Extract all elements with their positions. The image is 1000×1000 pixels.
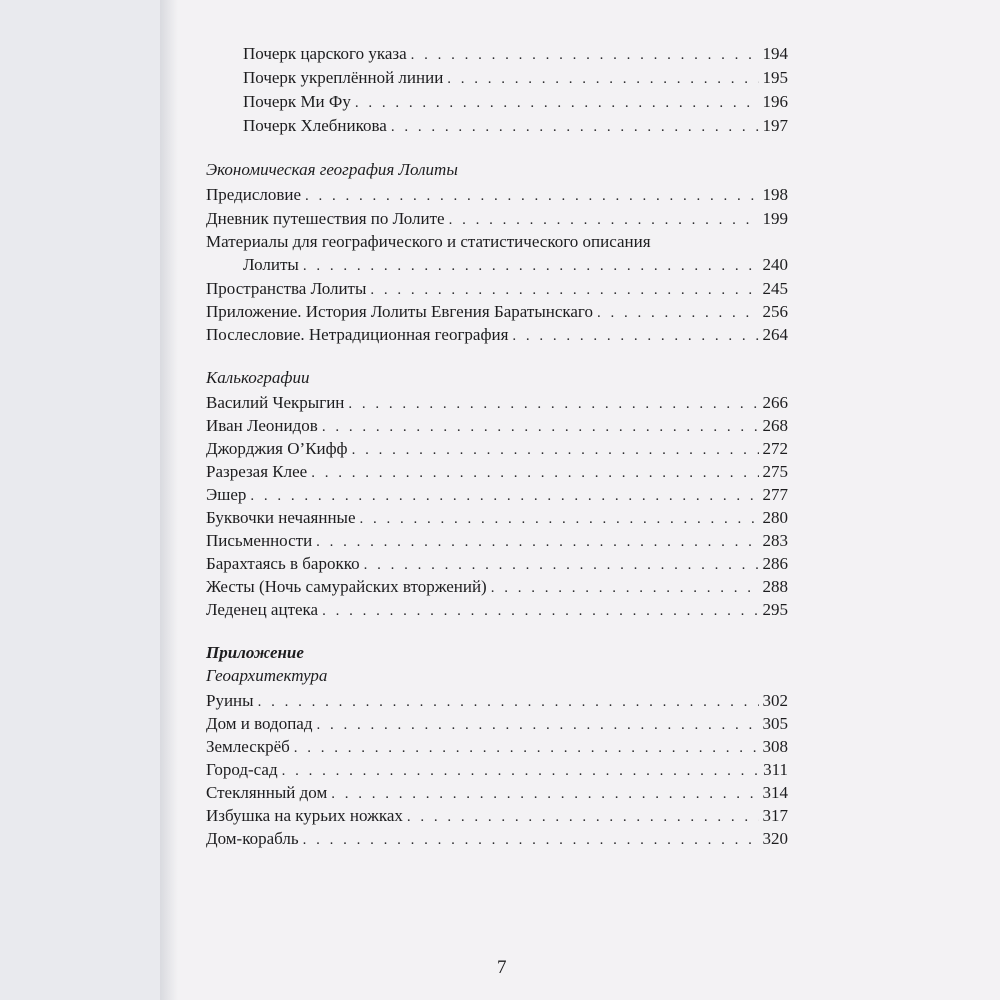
toc-entry-page: 240 bbox=[762, 255, 788, 274]
toc-leader-dots bbox=[597, 301, 759, 325]
section-heading-calcographies: Калькографии bbox=[206, 368, 310, 387]
toc-leader-dots bbox=[512, 324, 758, 348]
toc-entry-page: 314 bbox=[762, 783, 788, 802]
toc-entry-title: Письменности bbox=[206, 531, 313, 550]
toc-entry-title: Барахтаясь в барокко bbox=[206, 554, 360, 573]
toc-entry-title: Дом и водопад bbox=[206, 714, 313, 733]
toc-entry-page: 305 bbox=[762, 714, 788, 733]
toc-entry-page: 245 bbox=[762, 279, 788, 298]
toc-entry-title: Жесты (Ночь самурайских вторжений) bbox=[206, 577, 487, 596]
toc-leader-dots bbox=[370, 278, 758, 302]
toc-entry bbox=[243, 66, 788, 90]
toc-leader-dots bbox=[447, 67, 758, 91]
toc-leader-dots bbox=[352, 438, 759, 462]
toc-leader-dots bbox=[294, 736, 759, 760]
toc-entry-title: Землескрёб bbox=[206, 737, 290, 756]
toc-entry-title-line2: Лолиты bbox=[243, 255, 299, 274]
toc-entry-page: 268 bbox=[762, 416, 788, 435]
toc-leader-dots bbox=[391, 115, 759, 139]
toc-entry bbox=[206, 827, 788, 851]
toc-entry-title: Разрезая Клее bbox=[206, 462, 308, 481]
toc-entry-title: Приложение. История Лолиты Евгения Баратынскаго bbox=[206, 302, 593, 321]
toc-entry-title: Избушка на курьих ножках bbox=[206, 806, 403, 825]
toc-entry-page: 288 bbox=[762, 577, 788, 596]
toc-entry-page: 283 bbox=[762, 531, 788, 550]
toc-entry-title: Эшер bbox=[206, 485, 247, 504]
toc-entry bbox=[206, 529, 788, 553]
toc-entry bbox=[206, 277, 788, 301]
toc-entry bbox=[206, 207, 788, 231]
toc-entry-page: 266 bbox=[762, 393, 788, 412]
toc-leader-dots bbox=[317, 713, 759, 737]
toc-entry bbox=[243, 42, 788, 66]
toc-entry-title: Буквочки нечаянные bbox=[206, 508, 356, 527]
toc-entry bbox=[243, 253, 788, 277]
toc-entry-page: 199 bbox=[762, 209, 788, 228]
toc-entry-title: Послесловие. Нетрадиционная география bbox=[206, 325, 509, 344]
section-heading-geoarchitecture: Геоархитектура bbox=[206, 666, 328, 685]
section-heading-economic-geography: Экономическая география Лолиты bbox=[206, 160, 458, 179]
page-number: 7 bbox=[497, 957, 507, 978]
toc-entry bbox=[206, 437, 788, 461]
toc-entry-title: Почерк царского указа bbox=[243, 44, 407, 63]
toc-leader-dots bbox=[311, 461, 758, 485]
toc-leader-dots bbox=[360, 507, 759, 531]
toc-entry-page: 272 bbox=[762, 439, 788, 458]
toc-entry-page: 277 bbox=[762, 485, 788, 504]
toc-leader-dots bbox=[348, 392, 758, 416]
toc-entry bbox=[206, 391, 788, 415]
toc-entry-title-line1: Материалы для географического и статистического описания bbox=[206, 232, 651, 251]
toc-entry-title: Джорджия О’Кифф bbox=[206, 439, 348, 458]
toc-entry-title: Почерк Хлебникова bbox=[243, 116, 387, 135]
toc-entry-title: Почерк укреплённой линии bbox=[243, 68, 444, 87]
toc-entry-title: Дом-корабль bbox=[206, 829, 299, 848]
toc-leader-dots bbox=[364, 553, 759, 577]
toc-leader-dots bbox=[411, 43, 759, 67]
toc-entry bbox=[206, 414, 788, 438]
toc-leader-dots bbox=[303, 828, 759, 852]
toc-entry-title: Почерк Ми Фу bbox=[243, 92, 351, 111]
section-heading-appendix: Приложение bbox=[206, 643, 304, 662]
toc-entry bbox=[206, 689, 788, 713]
toc-entry-page: 198 bbox=[762, 185, 788, 204]
toc-entry-page: 317 bbox=[762, 806, 788, 825]
toc-entry bbox=[206, 183, 788, 207]
toc-entry bbox=[206, 758, 788, 782]
toc-leader-dots bbox=[449, 208, 759, 232]
toc-leader-dots bbox=[316, 530, 758, 554]
toc-entry bbox=[206, 300, 788, 324]
toc-entry-title: Дневник путешествия по Лолите bbox=[206, 209, 445, 228]
toc-entry-page: 302 bbox=[762, 691, 788, 710]
toc-entry-title: Василий Чекрыгин bbox=[206, 393, 345, 412]
toc-entry bbox=[206, 781, 788, 805]
toc-entry bbox=[206, 575, 788, 599]
toc-entry-page: 256 bbox=[762, 302, 788, 321]
toc-entry-page: 264 bbox=[762, 325, 788, 344]
toc-leader-dots bbox=[355, 91, 759, 115]
toc-entry-title: Леденец ацтека bbox=[206, 600, 319, 619]
toc-entry-page: 295 bbox=[762, 600, 788, 619]
toc-entry-page: 280 bbox=[762, 508, 788, 527]
toc-entry-page: 196 bbox=[762, 92, 788, 111]
toc-leader-dots bbox=[322, 599, 758, 623]
toc-entry-page: 311 bbox=[763, 760, 788, 779]
toc-entry-title: Руины bbox=[206, 691, 254, 710]
toc-entry-title: Стеклянный дом bbox=[206, 783, 328, 802]
toc-entry-title: Пространства Лолиты bbox=[206, 279, 367, 298]
toc-entry bbox=[206, 460, 788, 484]
toc-entry-page: 195 bbox=[762, 68, 788, 87]
toc-entry-title: Предисловие bbox=[206, 185, 302, 204]
toc-leader-dots bbox=[258, 690, 759, 714]
toc-entry bbox=[206, 735, 788, 759]
toc-leader-dots bbox=[331, 782, 758, 806]
toc-leader-dots bbox=[491, 576, 759, 600]
toc-entry-page: 286 bbox=[762, 554, 788, 573]
toc-leader-dots bbox=[250, 484, 758, 508]
toc-entry bbox=[206, 323, 788, 347]
toc-leader-dots bbox=[305, 184, 758, 208]
toc-entry bbox=[206, 552, 788, 576]
toc-entry-page: 308 bbox=[762, 737, 788, 756]
toc-entry bbox=[206, 598, 788, 622]
toc-leader-dots bbox=[407, 805, 759, 829]
toc-entry bbox=[206, 804, 788, 828]
toc-entry bbox=[206, 506, 788, 530]
toc-entry bbox=[206, 712, 788, 736]
toc-entry-page: 275 bbox=[762, 462, 788, 481]
toc-entry bbox=[206, 483, 788, 507]
toc-entry-title: Город-сад bbox=[206, 760, 278, 779]
toc-entry bbox=[243, 90, 788, 114]
toc-entry-page: 194 bbox=[762, 44, 788, 63]
toc-entry-page: 320 bbox=[762, 829, 788, 848]
toc-entry-page: 197 bbox=[762, 116, 788, 135]
toc-leader-dots bbox=[322, 415, 759, 439]
toc-entry-title: Иван Леонидов bbox=[206, 416, 318, 435]
toc-leader-dots bbox=[303, 254, 759, 278]
toc-leader-dots bbox=[282, 759, 760, 783]
toc-entry bbox=[243, 114, 788, 138]
